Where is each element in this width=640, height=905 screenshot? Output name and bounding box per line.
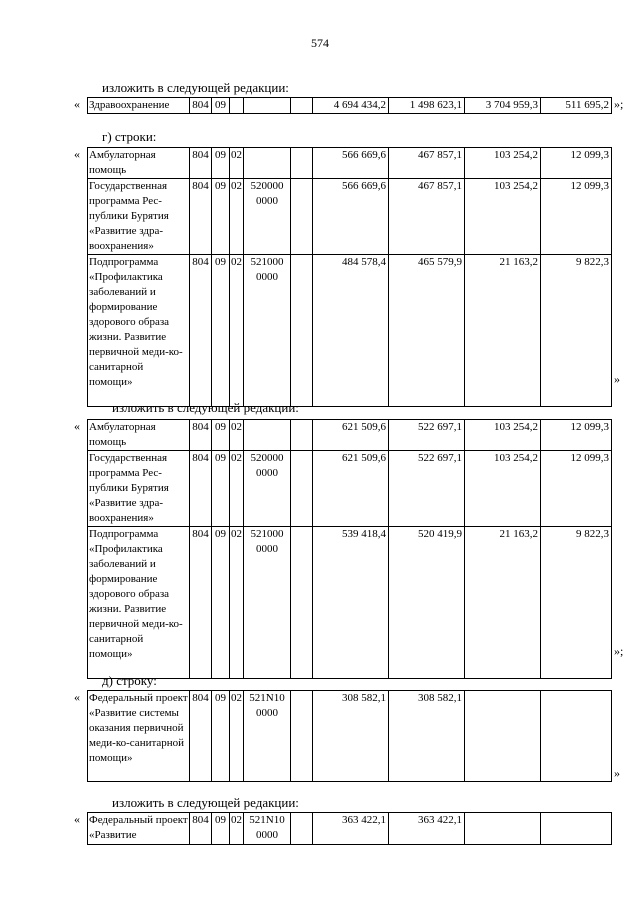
table-cell-value: 12 099,3	[541, 179, 612, 255]
open-quote: «	[74, 97, 80, 111]
table-cell-value: 621 509,6	[313, 451, 389, 527]
table-cell-name: Государственная программа Рес-публики Бурятия «Развитие здра-воохранения»	[88, 179, 190, 255]
table-cell-value: 9 822,3	[541, 527, 612, 679]
table-cell-value: 9 822,3	[541, 255, 612, 407]
close-quote: »	[614, 766, 620, 780]
table-cell-code: 520000 0000	[244, 451, 291, 527]
table-row	[88, 527, 612, 679]
table-cell-code	[291, 148, 313, 179]
table-cell-code: 09	[212, 255, 230, 407]
table-cell-value: 12 099,3	[541, 420, 612, 451]
table-cell-code: 521000 0000	[244, 527, 291, 679]
table-cell-name: Здравоохранение	[88, 98, 190, 114]
table-cell-code: 09	[212, 451, 230, 527]
close-quote: »;	[614, 644, 624, 658]
table-cell-value	[465, 813, 541, 845]
table-cell-code: 520000 0000	[244, 179, 291, 255]
table-cell-value: 103 254,2	[465, 148, 541, 179]
table-row	[88, 98, 612, 114]
table-cell-code	[291, 179, 313, 255]
budget-table-1	[87, 97, 612, 114]
table-cell-code: 09	[212, 527, 230, 679]
table-cell-code: 02	[230, 451, 244, 527]
table-cell-code: 02	[230, 420, 244, 451]
table-cell-name: Амбулаторная помощь	[88, 420, 190, 451]
table-cell-value: 621 509,6	[313, 420, 389, 451]
table-cell-value: 467 857,1	[389, 148, 465, 179]
table-cell-value: 566 669,6	[313, 148, 389, 179]
page-number: 574	[311, 36, 329, 50]
table-cell-value: 539 418,4	[313, 527, 389, 679]
table-cell-code	[291, 255, 313, 407]
table-row	[88, 179, 612, 255]
table-cell-code: 804	[190, 691, 212, 782]
table-cell-code: 02	[230, 179, 244, 255]
table-cell-code: 804	[190, 813, 212, 845]
table-row	[88, 813, 612, 845]
table-cell-value: 103 254,2	[465, 420, 541, 451]
instruction-phrase: изложить в следующей редакции:	[112, 400, 299, 415]
close-quote: »	[614, 372, 620, 386]
table-cell-code	[230, 98, 244, 114]
table-cell-code: 09	[212, 148, 230, 179]
open-quote: «	[74, 812, 80, 826]
table-cell-value: 103 254,2	[465, 451, 541, 527]
table-cell-code	[291, 98, 313, 114]
table-cell-name: Государственная программа Рес-публики Бурятия «Развитие здра-воохранения»	[88, 451, 190, 527]
table-cell-value: 465 579,9	[389, 255, 465, 407]
budget-table-3	[87, 419, 612, 679]
table-row	[88, 691, 612, 782]
table-cell-value: 4 694 434,2	[313, 98, 389, 114]
table-cell-code	[291, 691, 313, 782]
table-cell-code: 804	[190, 527, 212, 679]
table-cell-code: 02	[230, 527, 244, 679]
table-cell-code	[244, 98, 291, 114]
table-cell-code: 02	[230, 813, 244, 845]
budget-table-5	[87, 812, 612, 845]
table-cell-name: Федеральный проект «Развитие системы оказания первичной меди-ко-санитарной помощи»	[88, 691, 190, 782]
table-cell-value	[465, 691, 541, 782]
table-cell-name: Амбулаторная помощь	[88, 148, 190, 179]
table-cell-value: 363 422,1	[313, 813, 389, 845]
table-cell-value: 484 578,4	[313, 255, 389, 407]
table-cell-value: 21 163,2	[465, 255, 541, 407]
table-cell-value	[541, 691, 612, 782]
table-row	[88, 420, 612, 451]
table-cell-code: 09	[212, 813, 230, 845]
table-cell-name: Подпрограмма «Профилактика заболеваний и формирование здорового образа жизни. Развитие первичной меди-ко-санитарной помощи»	[88, 527, 190, 679]
table-cell-code	[291, 527, 313, 679]
table-cell-value: 308 582,1	[389, 691, 465, 782]
table-cell-code: 09	[212, 691, 230, 782]
table-cell-code	[244, 148, 291, 179]
instruction-phrase: д) строку:	[102, 673, 157, 688]
table-cell-code: 521000 0000	[244, 255, 291, 407]
table-cell-value: 12 099,3	[541, 148, 612, 179]
table-cell-code	[291, 420, 313, 451]
budget-table-4	[87, 690, 612, 782]
table-cell-code: 804	[190, 179, 212, 255]
table-cell-code: 804	[190, 255, 212, 407]
table-cell-code: 804	[190, 451, 212, 527]
table-cell-code: 521N10 0000	[244, 691, 291, 782]
table-cell-code: 521N10 0000	[244, 813, 291, 845]
table-cell-value: 21 163,2	[465, 527, 541, 679]
table-cell-code	[291, 813, 313, 845]
table-cell-code	[291, 451, 313, 527]
table-row	[88, 148, 612, 179]
table-cell-code	[244, 420, 291, 451]
table-cell-value: 308 582,1	[313, 691, 389, 782]
table-cell-value: 103 254,2	[465, 179, 541, 255]
instruction-phrase: г) строки:	[102, 129, 157, 144]
table-cell-code: 02	[230, 691, 244, 782]
table-cell-value: 511 695,2	[541, 98, 612, 114]
table-cell-value: 12 099,3	[541, 451, 612, 527]
table-cell-code: 804	[190, 98, 212, 114]
close-quote: »;	[614, 97, 624, 111]
table-row	[88, 255, 612, 407]
table-cell-name: Подпрограмма «Профилактика заболеваний и формирование здорового образа жизни. Развитие первичной меди-ко-санитарной помощи»	[88, 255, 190, 407]
table-cell-code: 02	[230, 255, 244, 407]
table-cell-code: 804	[190, 148, 212, 179]
table-cell-value: 566 669,6	[313, 179, 389, 255]
open-quote: «	[74, 419, 80, 433]
table-cell-code: 09	[212, 98, 230, 114]
table-cell-code: 804	[190, 420, 212, 451]
table-cell-code: 02	[230, 148, 244, 179]
budget-table-2	[87, 147, 612, 407]
table-cell-value: 522 697,1	[389, 420, 465, 451]
table-cell-value: 522 697,1	[389, 451, 465, 527]
open-quote: «	[74, 690, 80, 704]
table-cell-name: Федеральный проект «Развитие	[88, 813, 190, 845]
table-cell-value	[541, 813, 612, 845]
table-cell-value: 467 857,1	[389, 179, 465, 255]
table-row	[88, 451, 612, 527]
table-cell-value: 363 422,1	[389, 813, 465, 845]
table-cell-value: 520 419,9	[389, 527, 465, 679]
table-cell-code: 09	[212, 420, 230, 451]
table-cell-value: 1 498 623,1	[389, 98, 465, 114]
open-quote: «	[74, 147, 80, 161]
table-cell-code: 09	[212, 179, 230, 255]
instruction-phrase: изложить в следующей редакции:	[102, 80, 289, 95]
instruction-phrase: изложить в следующей редакции:	[112, 795, 299, 810]
table-cell-value: 3 704 959,3	[465, 98, 541, 114]
